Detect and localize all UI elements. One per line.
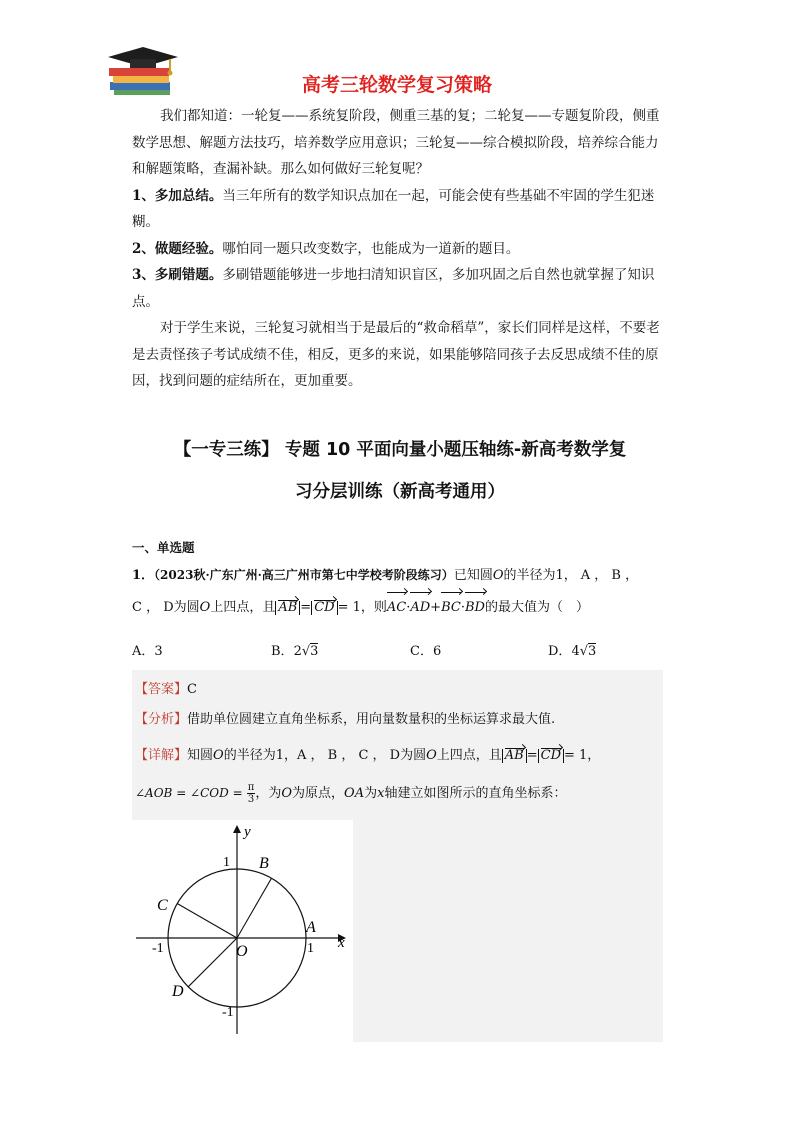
label-B: B <box>259 855 269 872</box>
main-title <box>120 432 680 510</box>
choice-c[interactable] <box>410 640 441 659</box>
math-OA: OA <box>344 786 365 801</box>
math-O: O <box>426 748 437 763</box>
main-title-line-1: 【一专三练】 专题 10 平面向量小题压轴练-新高考数学复 <box>173 440 627 460</box>
tip-3-head: 3、多刷错题。 <box>132 267 223 283</box>
label-neg-one-bottom: -1 <box>222 1005 234 1020</box>
choice-a[interactable] <box>132 640 163 659</box>
detail-text-c: 上四点，且 <box>436 748 502 763</box>
detail-text-g: 轴建立如图所示的直角坐标系： <box>384 786 567 801</box>
detail-eq: = 1， <box>564 748 601 763</box>
vector-cd: CD <box>540 748 562 763</box>
detail-text-a: 知圆 <box>187 748 214 763</box>
choice-a-label: A． <box>132 644 155 659</box>
label-A: A <box>306 919 316 936</box>
abs-cd <box>311 601 337 615</box>
choice-c-value: 6 <box>432 644 442 659</box>
label-x: x <box>338 935 345 951</box>
math-x: x <box>377 786 385 801</box>
choice-b-root: 3 <box>310 644 319 659</box>
label-neg-one-left: -1 <box>152 941 164 956</box>
question-points-2: C ， D <box>132 600 174 615</box>
question-text-d: 上四点，且 <box>210 600 276 615</box>
math-O: O <box>199 600 211 615</box>
vector-bd: BD <box>465 593 485 623</box>
detail-tag: 【详解】 <box>135 748 188 763</box>
main-title-line-2: 习分层训练（新高考通用） <box>295 482 505 502</box>
choice-d-label: D． <box>548 644 572 659</box>
choice-c-label: C． <box>410 644 433 659</box>
question-points-1: A ， B ， <box>580 568 639 583</box>
label-one-top: 1 <box>223 855 230 870</box>
abs-cd-2 <box>538 749 564 763</box>
detail-line: 【详解】知圆O的半径为1，A ， B ， C ， D为圆O上四点，且 AB = CD = 1， <box>135 748 601 763</box>
question-1 <box>132 560 672 623</box>
choice-d-root: 3 <box>588 644 597 659</box>
vector-ab: AB <box>278 600 298 615</box>
tip-1-body: 当三年所有的数学知识点加在一起，可能会使有些基础不牢固的学生犯迷糊。 <box>132 187 655 230</box>
intro-text <box>132 103 668 395</box>
vector-cd: CD <box>314 600 335 615</box>
label-D: D <box>172 983 184 1000</box>
question-text-b: 的半径为1， <box>503 568 577 583</box>
answer-value: C <box>187 682 197 697</box>
choice-b-label: B． <box>271 644 294 659</box>
choice-d-value: 4 <box>571 644 580 659</box>
tip-3-body: 多刷错题能够进一步地扫清知识盲区，多加巩固之后自然也就掌握了知识点。 <box>132 267 655 310</box>
analysis-tag: 【分析】 <box>135 712 188 727</box>
label-one-right: 1 <box>307 941 314 956</box>
intro-paragraph-1: 我们都知道：一轮复——系统复阶段，侧重三基的复；二轮复——专题复阶段，侧重数学思想、解题方法技巧，培养数学应用意识；三轮复——综合模拟阶段，培养综合能力和解题策略，查漏补缺。那么如何做好三轮复呢？ <box>132 108 660 177</box>
math-O: O <box>213 748 224 763</box>
page-header-title: 高考三轮数学复习策略 <box>301 74 492 96</box>
choice-b[interactable]: B．2√3 <box>271 644 319 659</box>
label-O: O <box>236 943 248 960</box>
frac-num: π <box>247 782 255 793</box>
vector-ab: AB <box>504 748 524 763</box>
question-number: 1． <box>132 568 155 583</box>
math-O: O <box>281 786 293 801</box>
question-text-e: 的最大值为（ ） <box>484 600 589 615</box>
question-line-1 <box>132 560 672 591</box>
vector-ac: AC <box>387 593 406 623</box>
tip-2 <box>132 236 668 263</box>
detail-text-e: 为原点， <box>292 786 345 801</box>
question-text-c: 为圆 <box>173 600 200 615</box>
tip-1-head: 1、多加总结。 <box>132 187 223 204</box>
label-y: y <box>244 824 251 840</box>
choice-a-value: 3 <box>154 644 163 659</box>
abs-ab-2 <box>502 749 527 763</box>
detail-text-b: 的半径为1，A ， B ， C ， D为圆 <box>223 748 427 763</box>
vector-bc: BC <box>441 593 461 623</box>
frac-den: 3 <box>247 794 255 805</box>
unit-circle-figure <box>132 820 353 1042</box>
label-C: C <box>157 897 168 914</box>
question-text-a: 已知圆 <box>453 568 493 583</box>
abs-ab <box>275 601 300 615</box>
question-source: （2023秋·广东广州·高三广州市第七中学校考阶段练习） <box>154 568 454 582</box>
section-heading: 一、单选题 <box>132 540 195 555</box>
analysis-line <box>135 708 555 727</box>
choice-b-value: 2 <box>293 644 302 659</box>
analysis-text: 借助单位圆建立直角坐标系，用向量数量积的坐标运算求最大值. <box>187 712 556 727</box>
tip-2-body: 哪怕同一题只改变数字，也能成为一道新的题目。 <box>222 240 520 257</box>
tip-1 <box>132 183 668 236</box>
answer-tag: 【答案】 <box>135 682 188 697</box>
question-line-2: C ， D为圆O上四点，且 AB = CD = 1，则AC·AD+BC·BD的最大值为（ ） <box>132 593 672 623</box>
answer-line <box>135 678 197 697</box>
angle-line <box>135 782 566 805</box>
angle-text: ∠AOB = ∠COD = <box>135 786 243 800</box>
detail-text-d: ，为 <box>255 786 282 801</box>
question-eq1: = 1，则 <box>337 600 387 615</box>
intro-paragraph-2: 对于学生来说，三轮复习就相当于是最后的“救命稻草”，家长们同样是这样，不要老是去责怪孩子考试成绩不佳，相反，更多的来说，如果能够陪同孩子去反思成绩不佳的原因，找到问题的症结所在，更加重要。 <box>132 320 660 389</box>
tip-3 <box>132 262 668 315</box>
choice-d[interactable]: D．4√3 <box>548 644 597 659</box>
tip-2-head: 2、做题经验。 <box>132 240 223 257</box>
math-O: O <box>492 568 504 583</box>
vector-ad: AD <box>410 593 430 623</box>
detail-text-f: 为 <box>364 786 378 801</box>
